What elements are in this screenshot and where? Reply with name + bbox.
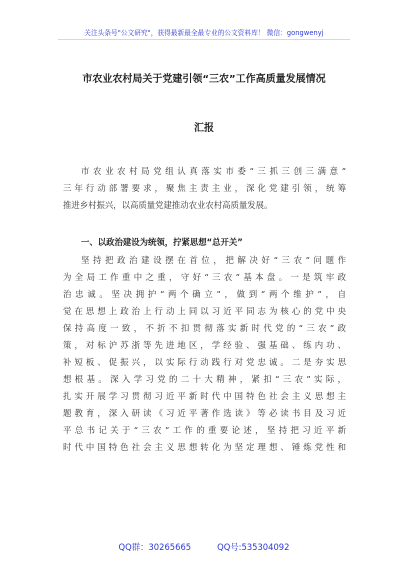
paragraph-line: 题教育，深入研读《习近平著作选读》等必读书目及习近 — [63, 408, 346, 418]
footer-qq-number: QQ号:535304092 — [217, 542, 290, 552]
paragraph-line: 扎实开展学习贯彻习近平新时代中国特色社会主义思想主 — [63, 391, 346, 401]
document-title: 市农业农村局关于党建引领“三农”工作高质量发展情况 — [82, 74, 326, 85]
paragraph-line: 市农业农村局党组认真落实市委“三抓三创三满意” — [81, 166, 346, 176]
paragraph-line: 坚持把政治建设摆在首位，把解决好“三农”问题作 — [81, 255, 346, 265]
header-banner: 关注头条号"公文研究"，获得最新最全最专业的公文资料库！ 微信：gongwenyj — [84, 29, 324, 37]
section-heading — [63, 234, 346, 251]
paragraph-line: 时代中国特色社会主义思想转化为坚定理想、锤炼党性和 — [63, 442, 346, 452]
footer-contact — [0, 541, 408, 553]
paragraph-line: 觉在思想上政治上行动上同以习近平同志为核心的党中央 — [63, 306, 346, 316]
intro-paragraph — [63, 163, 346, 214]
header-divider — [58, 39, 350, 40]
paragraph-line: 策，对标沪苏浙等先进地区，学经验、强基础、练内功、 — [63, 340, 346, 350]
paragraph-line: 推进乡村振兴，以高质量党建推动农业农村高质量发展。 — [63, 200, 273, 210]
paragraph-line: 想根基。深入学习党的二十大精神，紧扣“三农”实际， — [63, 374, 346, 384]
paragraph-line: 为全局工作重中之重，守好“三农”基本盘。一是筑牢政 — [63, 272, 346, 282]
paragraph-line: 治忠诚。坚决拥护“两个确立”，做到“两个维护”，自 — [63, 289, 346, 299]
paragraph-line: 平总书记关于“三农”工作的重要论述，坚持把习近平新 — [63, 425, 346, 435]
document-subtitle: 汇报 — [194, 123, 214, 134]
section-paragraph — [63, 252, 346, 456]
section-heading-text: 一、以政治建设为统领，拧紧思想“总开关” — [81, 237, 243, 247]
paragraph-line: 三年行动部署要求，聚焦主责主业，深化党建引领，统筹 — [63, 183, 346, 193]
paragraph-line: 补短板、促振兴，以实际行动践行对党忠诚。二是夯实思 — [63, 357, 346, 367]
paragraph-line: 保持高度一致，不折不扣贯彻落实新时代党的“三农”政 — [63, 323, 346, 333]
footer-qq-group: QQ群：30265665 — [118, 542, 192, 552]
